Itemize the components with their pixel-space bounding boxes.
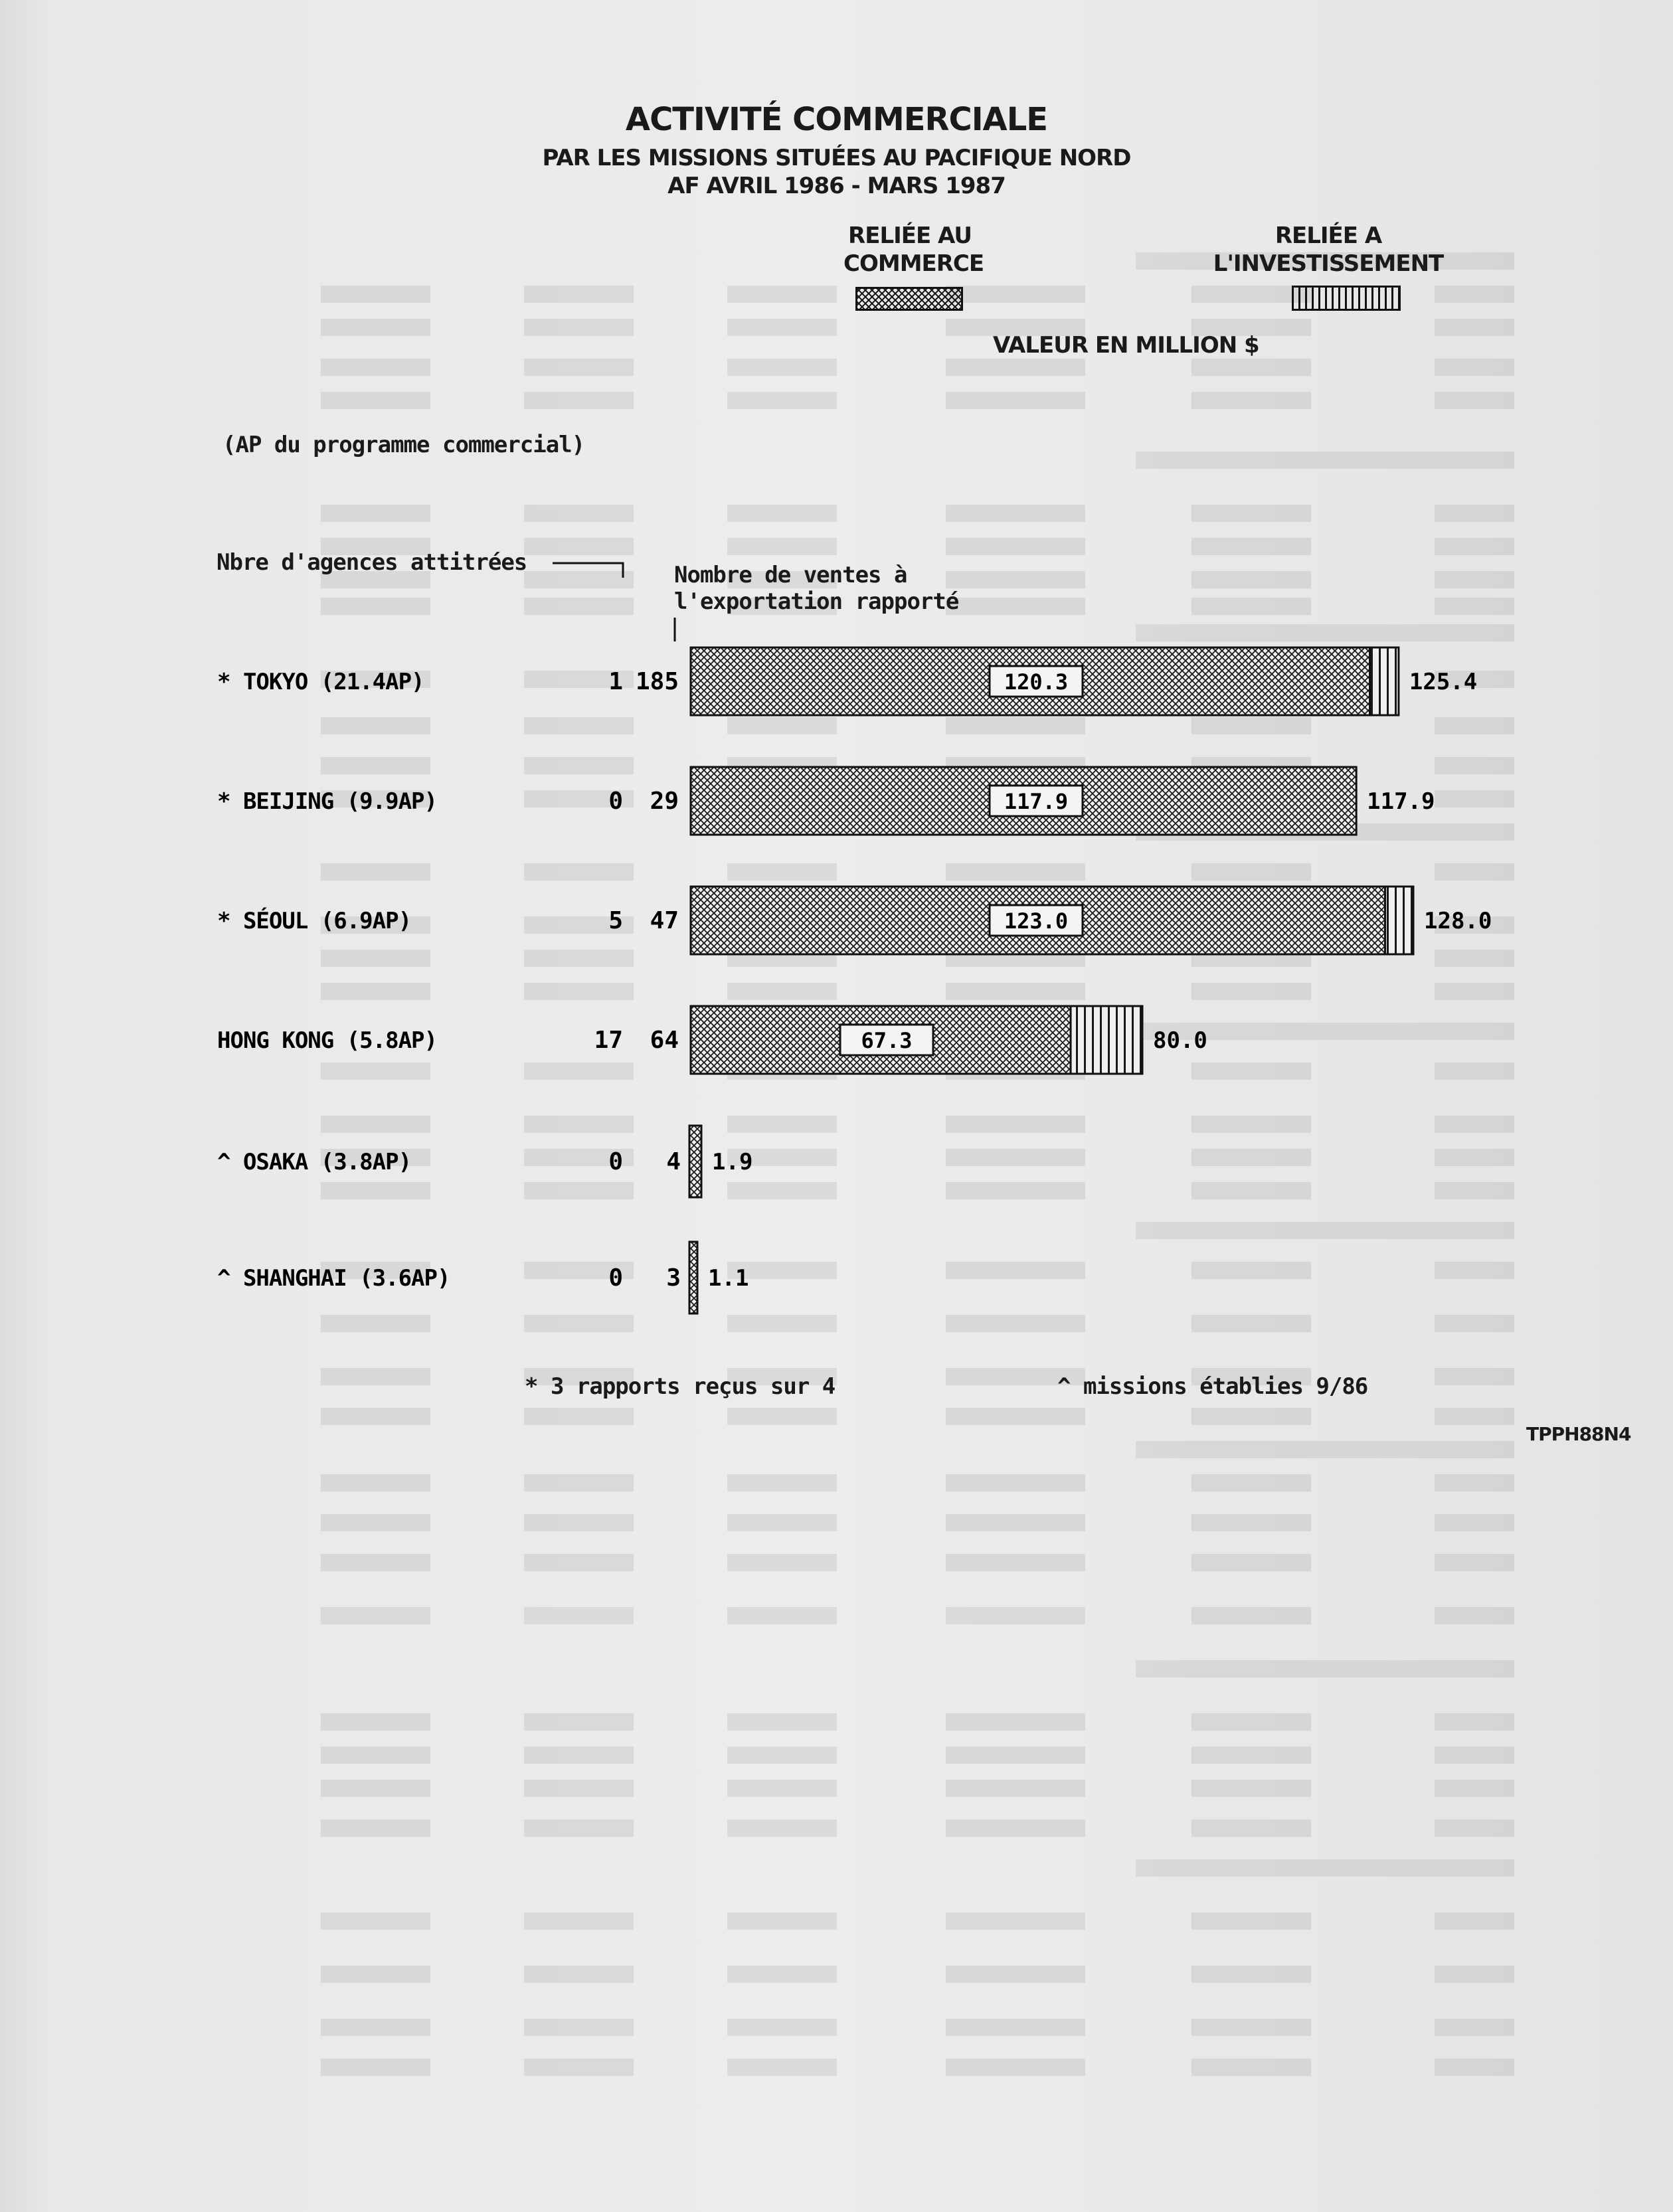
agencies-column-header: Nbre d'agences attitrées (217, 549, 527, 576)
legend-investment-line1: RELIÉE A (1275, 222, 1382, 249)
units-label: VALEUR EN MILLION $ (993, 332, 1259, 359)
sales-count: 3 (666, 1264, 681, 1292)
trade-value-label: 120.3 (1004, 669, 1069, 695)
sales-count: 4 (666, 1148, 681, 1175)
legend-investment-line2: L'INVESTISSEMENT (1213, 250, 1444, 277)
document-code: TPPH88N4 (1526, 1423, 1631, 1445)
sales-count: 47 (650, 907, 679, 934)
agencies-count: 0 (608, 788, 623, 815)
trade-value-label: 123.0 (1004, 908, 1069, 934)
legend-trade-line2: COMMERCE (843, 250, 984, 277)
category-label: HONG KONG (5.8AP) (217, 1027, 437, 1054)
program-note: (AP du programme commercial) (222, 432, 585, 458)
bar-investment (1071, 1006, 1142, 1074)
sales-count: 185 (635, 668, 679, 695)
agencies-count: 0 (608, 1264, 623, 1292)
trade-value-label: 67.3 (861, 1028, 913, 1053)
category-label: * SÉOUL (6.9AP) (217, 908, 412, 934)
sales-count: 29 (650, 788, 679, 815)
total-value-label: 125.4 (1409, 669, 1478, 695)
sales-column-header-line2: l'exportation rapporté (674, 588, 959, 615)
agencies-count: 5 (608, 907, 623, 934)
agencies-count: 0 (608, 1148, 623, 1175)
bar-investment (1385, 887, 1414, 954)
category-label: ^ SHANGHAI (3.6AP) (217, 1265, 450, 1292)
total-value-label: 128.0 (1424, 908, 1492, 934)
footnote-missions: ^ missions établies 9/86 (1057, 1373, 1368, 1400)
category-label: * BEIJING (9.9AP) (217, 788, 437, 815)
footnote-reports: * 3 rapports reçus sur 4 (525, 1373, 836, 1400)
bar-investment (1370, 647, 1399, 715)
chart-subtitle-missions: PAR LES MISSIONS SITUÉES AU PACIFIQUE NORD (542, 145, 1131, 171)
sales-column-header-line1: Nombre de ventes à (674, 562, 907, 588)
chart-subtitle-period: AF AVRIL 1986 - MARS 1987 (667, 173, 1006, 199)
sales-count: 64 (650, 1027, 679, 1054)
total-value-label: 1.9 (712, 1149, 753, 1175)
total-value-label: 80.0 (1153, 1027, 1207, 1054)
bar-trade (689, 1126, 701, 1197)
bar-trade (689, 1242, 697, 1314)
legend-trade-line1: RELIÉE AU (848, 222, 972, 249)
trade-value-label: 117.9 (1004, 789, 1069, 814)
total-value-label: 1.1 (708, 1265, 749, 1292)
category-label: * TOKYO (21.4AP) (217, 669, 424, 695)
category-label: ^ OSAKA (3.8AP) (217, 1149, 412, 1175)
chart-title: ACTIVITÉ COMMERCIALE (625, 101, 1048, 138)
total-value-label: 117.9 (1367, 788, 1435, 815)
agencies-count: 17 (594, 1027, 623, 1054)
agencies-count: 1 (608, 668, 623, 695)
